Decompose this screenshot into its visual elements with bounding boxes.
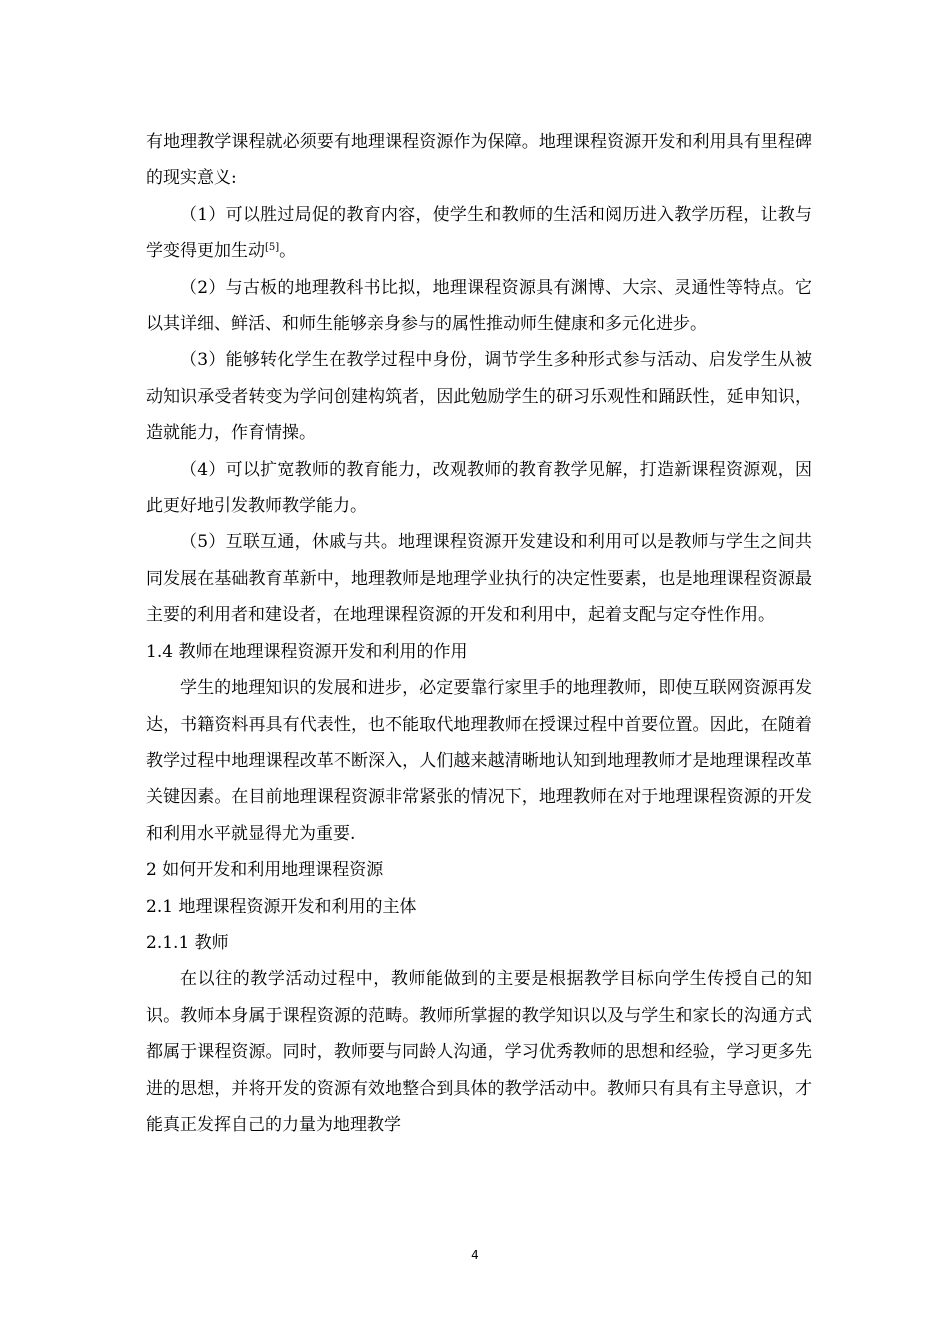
list-item-1-text: （1）可以胜过局促的教育内容，使学生和教师的生活和阅历进入教学历程，让教与学变得更加生动 xyxy=(146,204,812,262)
list-item-5: （5）互联互通，休戚与共。地理课程资源开发建设和利用可以是教师与学生之间共同发展在基础教育革新中，地理教师是地理学业执行的决定性要素，也是地理课程资源最主要的利用者和建设者，在地理课程资源的开发和利用中，起着支配与定夺性作用。 xyxy=(146,532,812,626)
list-item-3: （3）能够转化学生在教学过程中身份，调节学生多种形式参与活动、启发学生从被动知识承受者转变为学问创建构筑者，因此勉励学生的研习乐观性和踊跃性，延申知识，造就能力，作育情操。 xyxy=(146,350,812,444)
list-item-1-suffix: 。 xyxy=(279,241,297,262)
list-item-1 xyxy=(146,197,812,270)
citation-marker: [5] xyxy=(265,242,280,254)
section-heading-2-1-1: 2.1.1 教师 xyxy=(146,932,229,953)
list-item-2: （2）与古板的地理教科书比拟，地理课程资源具有渊博、大宗、灵通性等特点。它以其详细、鲜活、和师生能够亲身参与的属性推动师生健康和多元化进步。 xyxy=(146,277,812,335)
list-item-4: （4）可以扩宽教师的教育能力，改观教师的教育教学见解，打造新课程资源观，因此更好地引发教师教学能力。 xyxy=(146,459,812,517)
body-paragraph-teacher-subject: 在以往的教学活动过程中，教师能做到的主要是根据教学目标向学生传授自己的知识。教师本身属于课程资源的范畴。教师所掌握的教学知识以及与学生和家长的沟通方式都属于课程资源。同时，教师要与同龄人沟通，学习优秀教师的思想和经验，学习更多先进的思想，并将开发的资源有效地整合到具体的教学活动中。教师只有具有主导意识，才能真正发挥自己的力量为地理教学 xyxy=(146,969,812,1135)
page-body xyxy=(146,124,812,1143)
paragraph-continuation: 有地理教学课程就必须要有地理课程资源作为保障。地理课程资源开发和利用具有里程碑的现实意义: xyxy=(146,132,812,189)
section-heading-1-4: 1.4 教师在地理课程资源开发和利用的作用 xyxy=(146,641,468,662)
section-heading-2: 2 如何开发和利用地理课程资源 xyxy=(146,860,384,881)
page-number: 4 xyxy=(471,1248,479,1262)
section-heading-2-1: 2.1 地理课程资源开发和利用的主体 xyxy=(146,896,417,917)
body-paragraph-teacher-role: 学生的地理知识的发展和进步，必定要靠行家里手的地理教师，即使互联网资源再发达，书籍资料再具有代表性，也不能取代地理教师在授课过程中首要位置。因此，在随着教学过程中地理课程改革不断深入，人们越来越清晰地认知到地理教师才是地理课程改革关键因素。在目前地理课程资源非常紧张的情况下，地理教师在对于地理课程资源的开发和利用水平就显得尤为重要. xyxy=(146,678,812,844)
